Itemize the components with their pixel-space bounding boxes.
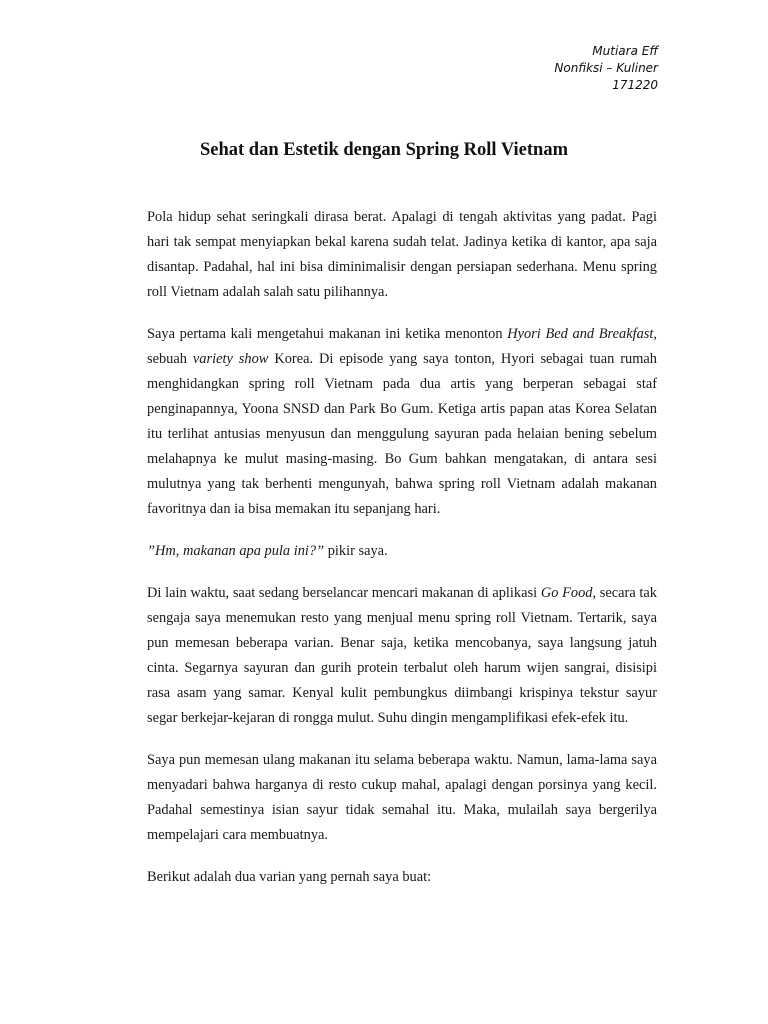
document-header — [554, 43, 658, 94]
article-body — [147, 205, 657, 907]
category-label: Nonfiksi – Kuliner — [554, 61, 658, 75]
paragraph-1: Pola hidup sehat seringkali dirasa berat. Apalagi di tengah aktivitas yang padat. Pagi hari tak sempat menyiapkan bekal karena sudah telat. Jadinya ketika di kantor, apa saja disantap. Padahal, hal ini bisa diminimalisir dengan persiapan sederhana. Menu spring roll Vietnam adalah salah satu pilihannya. — [147, 209, 657, 300]
paragraph-4-text: Di lain waktu, saat sedang berselancar mencari makanan di aplikasi — [147, 585, 541, 601]
paragraph-2 — [147, 322, 657, 522]
paragraph-4 — [147, 581, 657, 731]
paragraph-2-text: Korea. Di episode yang saya tonton, Hyori sebagai tuan rumah menghidangkan spring roll Vietnam pada dua artis yang berperan sebagai staf penginapannya, Yoona SNSD dan Park Bo Gum. Ketiga artis papan atas Korea Selatan itu terlihat antusias menyusun dan menggulung sayuran pada helaian bening sebelum melahapnya ke mulut masing-masing. Bo Gum bahkan mengatakan, di antara sesi mulutnya yang tak berhenti mengunyah, bahwa spring roll Vietnam adalah makanan favoritnya dan ia bisa memakan itu sepanjang hari. — [147, 351, 657, 517]
show-title-italic: Hyori Bed and Breakfast — [507, 326, 654, 342]
date-label: 171220 — [612, 78, 658, 92]
author-name: Mutiara Eff — [592, 44, 658, 58]
variety-show-italic: variety show — [192, 351, 269, 367]
paragraph-3 — [147, 539, 657, 564]
app-name-italic: Go Food — [540, 585, 593, 601]
paragraph-2-text: , sebuah — [147, 326, 657, 367]
paragraph-3-text: pikir saya. — [324, 543, 388, 559]
quote-italic: ”Hm, makanan apa pula ini?” — [147, 543, 325, 559]
paragraph-5: Saya pun memesan ulang makanan itu selama beberapa waktu. Namun, lama-lama saya menyadari bahwa harganya di resto cukup mahal, apalagi dengan porsinya yang kecil. Padahal semestinya isian sayur tidak semahal itu. Maka, mulailah saya bergerilya mempelajari cara membuatnya. — [147, 752, 657, 843]
paragraph-6: Berikut adalah dua varian yang pernah saya buat: — [147, 869, 432, 885]
article-title: Sehat dan Estetik dengan Spring Roll Vietnam — [199, 140, 568, 160]
paragraph-2-text: Saya pertama kali mengetahui makanan ini ketika menonton — [147, 326, 508, 342]
paragraph-4-text: , secara tak sengaja saya menemukan resto yang menjual menu spring roll Vietnam. Tertarik, saya pun memesan beberapa varian. Benar saja, ketika mencobanya, saya langsung jatuh cinta. Segarnya sayuran dan gurih protein terbalut oleh harum wijen sangrai, disisipi rasa asam yang samar. Kenyal kulit pembungkus diimbangi krispinya tekstur sayur segar berkejar-kejaran di rongga mulut. Suhu dingin mengamplifikasi efek-efek itu. — [147, 585, 658, 726]
